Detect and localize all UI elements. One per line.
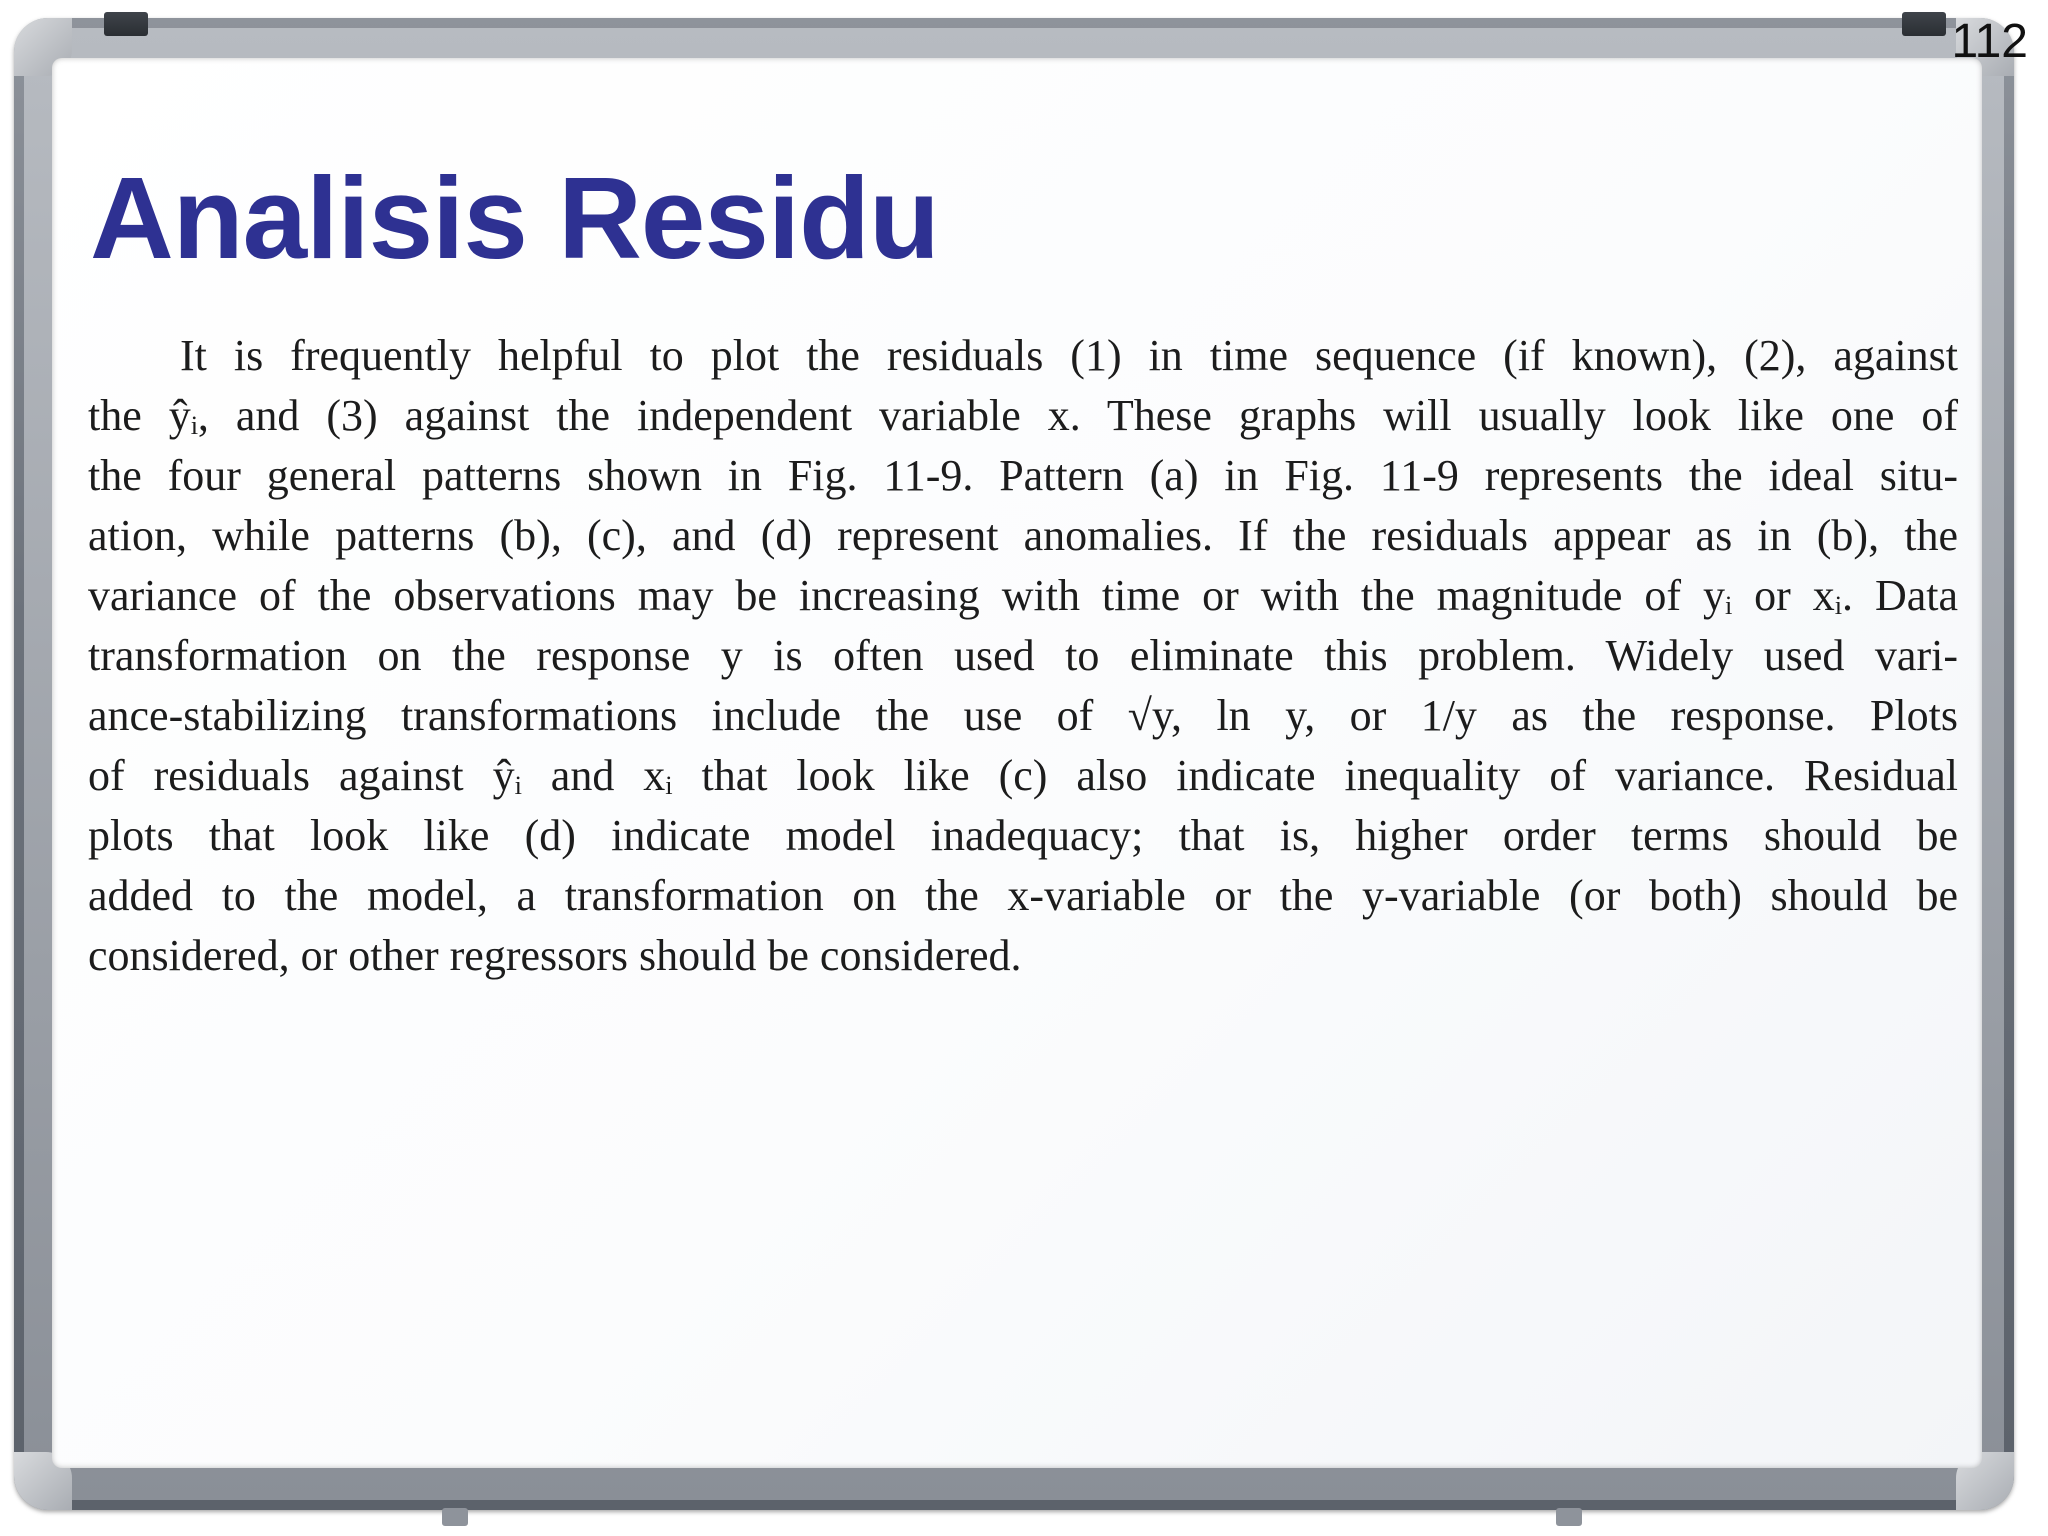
body-line: the ŷᵢ, and (3) against the independent variable x. These graphs will usually look like one of [88,391,1958,440]
body-line: ation, while patterns (b), (c), and (d) represent anomalies. If the residuals appear as in (b), the [88,511,1958,560]
body-line: plots that look like (d) indicate model inadequacy; that is, higher order terms should be [88,811,1958,860]
frame-tray-nub-right [1556,1508,1582,1526]
body-line: the four general patterns shown in Fig. 11-9. Pattern (a) in Fig. 11-9 represents the ideal situ- [88,451,1958,500]
body-line: variance of the observations may be increasing with time or with the magnitude of yᵢ or xᵢ. Data [88,571,1958,620]
body-line: added to the model, a transformation on the x-variable or the y-variable (or both) should be [88,871,1958,920]
frame-tray-nub-left [442,1508,468,1526]
page-number: 112 [1951,15,2028,68]
body-line: of residuals against ŷᵢ and xᵢ that look like (c) also indicate inequality of variance. Residual [88,751,1958,800]
frame-clip-left [104,12,148,36]
frame-clip-right [1902,12,1946,36]
slide-title: Analisis Residu [90,153,939,283]
body-line: ance-stabilizing transformations include the use of √y, ln y, or 1/y as the response. Plots [88,691,1958,740]
body-line: transformation on the response y is often used to eliminate this problem. Widely used vari- [88,631,1958,680]
body-line: It is frequently helpful to plot the residuals (1) in time sequence (if known), (2), against [180,331,1958,380]
body-line: considered, or other regressors should be considered. [88,931,1022,980]
body-paragraph [88,326,1958,986]
